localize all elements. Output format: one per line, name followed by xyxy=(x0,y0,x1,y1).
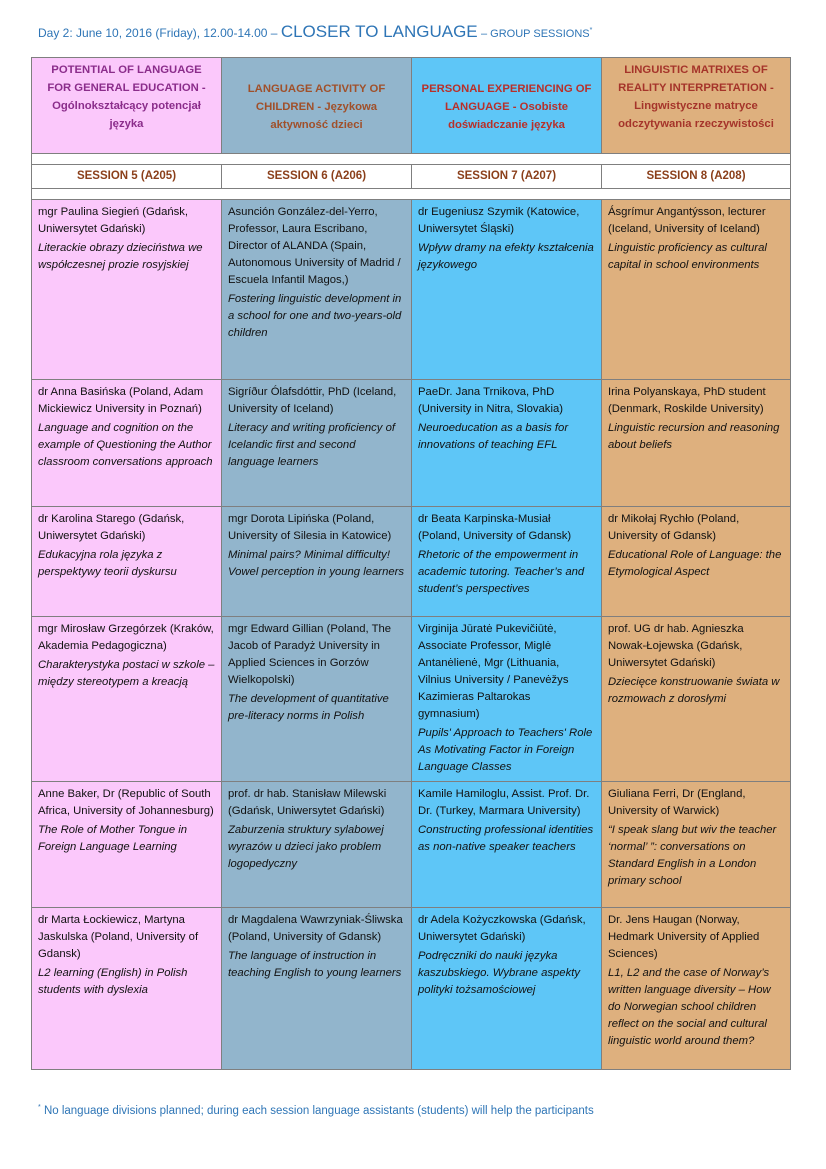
talk-title: “I speak slang but wiv the teacher ‘normal’ ”: conversations on Standard English in a London primary school xyxy=(608,824,777,887)
speaker-name: dr Mikołaj Rychło (Poland, University of Gdansk) xyxy=(608,513,740,542)
table-cell xyxy=(602,782,791,908)
day-text: Day 2: June 10, 2016 (Friday), 12.00-14.00 – xyxy=(38,26,278,40)
table-cell xyxy=(32,380,222,507)
table-cell xyxy=(602,200,791,380)
session-row xyxy=(32,165,791,189)
talk-title: Literackie obrazy dzieciństwa we współczesnej prozie rosyjskiej xyxy=(38,242,203,271)
speaker-name: PaeDr. Jana Trnikova, PhD (University in Nitra, Slovakia) xyxy=(418,386,564,415)
main-title: CLOSER TO LANGUAGE xyxy=(280,22,478,41)
table-row xyxy=(32,782,791,908)
speaker-name: dr Magdalena Wawrzyniak-Śliwska (Poland, University of Gdansk) xyxy=(228,914,403,943)
speaker-name: mgr Edward Gillian (Poland, The Jacob of Paradyż University in Applied Sciences in Gorzów Wielkopolski) xyxy=(228,623,392,686)
talk-title: Constructing professional identities as non-native speaker teachers xyxy=(418,824,594,853)
table-cell xyxy=(412,782,602,908)
table-cell xyxy=(222,617,412,782)
talk-title: Minimal pairs? Minimal difficulty! Vowel perception in young learners xyxy=(228,549,405,578)
table-row xyxy=(32,380,791,507)
table-cell xyxy=(412,380,602,507)
talk-title: The development of quantitative pre-literacy norms in Polish xyxy=(228,693,389,722)
talk-title: Neuroeducation as a basis for innovations of teaching EFL xyxy=(418,422,569,451)
page-title xyxy=(38,22,592,42)
speaker-name: dr Karolina Starego (Gdańsk, Uniwersytet Gdański) xyxy=(38,513,185,542)
speaker-name: Giuliana Ferri, Dr (England, University of Warwick) xyxy=(608,788,746,817)
talk-title: Charakterystyka postaci w szkole – między stereotypem a kreacją xyxy=(38,659,215,688)
speaker-name: Dr. Jens Haugan (Norway, Hedmark University of Applied Sciences) xyxy=(608,914,760,960)
table-cell xyxy=(602,908,791,1070)
talk-title: Literacy and writing proficiency of Icelandic first and second language learners xyxy=(228,422,396,468)
talk-title: Linguistic proficiency as cultural capital in school environments xyxy=(608,242,767,271)
spacer-row xyxy=(32,154,791,165)
talk-title: Dziecięce konstruowanie świata w rozmowach z dorosłymi xyxy=(608,676,780,705)
session-label: SESSION 5 (A205) xyxy=(32,165,222,189)
talk-title: Fostering linguistic development in a school for one and two-years-old children xyxy=(228,293,402,339)
table-cell xyxy=(602,507,791,617)
talk-title: Edukacyjna rola języka z perspektywy teorii dyskursu xyxy=(38,549,177,578)
talk-title: Educational Role of Language: the Etymological Aspect xyxy=(608,549,782,578)
speaker-name: dr Anna Basińska (Poland, Adam Mickiewicz University in Poznań) xyxy=(38,386,204,415)
column-header: LANGUAGE ACTIVITY OF CHILDREN - Językowa aktywność dzieci xyxy=(222,58,412,154)
session-label: SESSION 7 (A207) xyxy=(412,165,602,189)
speaker-name: dr Marta Łockiewicz, Martyna Jaskulska (Poland, University of Gdansk) xyxy=(38,914,199,960)
talk-title: The Role of Mother Tongue in Foreign Language Learning xyxy=(38,824,188,853)
session-label: SESSION 6 (A206) xyxy=(222,165,412,189)
table-cell xyxy=(222,507,412,617)
table-cell xyxy=(222,782,412,908)
table-row xyxy=(32,200,791,380)
speaker-name: prof. UG dr hab. Agnieszka Nowak-Łojewska (Gdańsk, Uniwersytet Gdański) xyxy=(608,623,744,669)
table-cell xyxy=(222,200,412,380)
table-row xyxy=(32,507,791,617)
speaker-name: Asunción González-del-Yerro, Professor, Laura Escribano, Director of ALANDA (Spain, Autonomous University of Madrid / Escuela Infantil Magos,) xyxy=(228,206,401,286)
table-cell xyxy=(412,908,602,1070)
column-header: PERSONAL EXPERIENCING OF LANGUAGE - Osobiste doświadczanie języka xyxy=(412,58,602,154)
table-cell xyxy=(32,908,222,1070)
talk-title: Language and cognition on the example of Questioning the Author classroom conversations approach xyxy=(38,422,213,468)
table-cell xyxy=(412,617,602,782)
title-suffix: – GROUP SESSIONS xyxy=(481,28,590,40)
table-cell xyxy=(412,507,602,617)
session-label: SESSION 8 (A208) xyxy=(602,165,791,189)
table-cell xyxy=(602,380,791,507)
speaker-name: dr Adela Kożyczkowska (Gdańsk, Uniwersytet Gdański) xyxy=(418,914,586,943)
talk-title: Linguistic recursion and reasoning about beliefs xyxy=(608,422,780,451)
table-cell xyxy=(222,908,412,1070)
footnote-text: No language divisions planned; during each session language assistants (students) will help the participants xyxy=(43,1104,594,1117)
sessions-table xyxy=(31,57,791,1070)
speaker-name: dr Beata Karpinska-Musiał (Poland, University of Gdansk) xyxy=(418,513,572,542)
table-cell xyxy=(32,617,222,782)
table-cell xyxy=(32,200,222,380)
column-headers xyxy=(32,58,791,154)
table-cell xyxy=(32,782,222,908)
speaker-name: Anne Baker, Dr (Republic of South Africa, University of Johannesburg) xyxy=(38,788,214,817)
table-cell xyxy=(602,617,791,782)
spacer-row xyxy=(32,189,791,200)
talk-title: Zaburzenia struktury sylabowej wyrazów u dzieci jako problem logopedyczny xyxy=(228,824,384,870)
speaker-name: mgr Paulina Siegień (Gdańsk, Uniwersytet Gdański) xyxy=(38,206,189,235)
table-cell xyxy=(412,200,602,380)
footnote xyxy=(38,1104,594,1117)
speaker-name: mgr Dorota Lipińska (Poland, University of Silesia in Katowice) xyxy=(228,513,392,542)
talk-title: Podręczniki do nauki języka kaszubskiego. Wybrane aspekty polityki tożsamościowej xyxy=(418,950,581,996)
footnote-marker: * xyxy=(38,1104,41,1111)
speaker-name: dr Eugeniusz Szymik (Katowice, Uniwersytet Śląski) xyxy=(418,206,580,235)
speaker-name: prof. dr hab. Stanisław Milewski (Gdańsk, Uniwersytet Gdański) xyxy=(228,788,387,817)
talks-body xyxy=(32,200,791,1070)
speaker-name: Sigríður Ólafsdóttir, PhD (Iceland, University of Iceland) xyxy=(228,386,397,415)
talk-title: L1, L2 and the case of Norway’s written language diversity – How do Norwegian school children reflect on the social and cultural linguistic world around them? xyxy=(608,967,771,1047)
table-row xyxy=(32,908,791,1070)
column-header: POTENTIAL OF LANGUAGE FOR GENERAL EDUCATION - Ogólnokształcący potencjał języka xyxy=(32,58,222,154)
table-cell xyxy=(222,380,412,507)
talk-title: L2 learning (English) in Polish students with dyslexia xyxy=(38,967,188,996)
speaker-name: Ásgrímur Angantýsson, lecturer (Iceland, University of Iceland) xyxy=(608,206,766,235)
talk-title: Wpływ dramy na efekty kształcenia językowego xyxy=(418,242,594,271)
footnote-marker: * xyxy=(589,27,593,34)
speaker-name: Kamile Hamiloglu, Assist. Prof. Dr. Dr. (Turkey, Marmara University) xyxy=(418,788,590,817)
speaker-name: mgr Mirosław Grzegórzek (Kraków, Akademia Pedagogiczna) xyxy=(38,623,214,652)
table-cell xyxy=(32,507,222,617)
talk-title: Rhetoric of the empowerment in academic tutoring. Teacher’s and student’s perspectives xyxy=(418,549,585,595)
table-row xyxy=(32,617,791,782)
speaker-name: Virginija Jūratė Pukevičiūtė, Associate Professor, Miglė Antanėlienė, Mgr (Lithuania, Vilnius University / Panevėžys Kazimieras Paltarokas gymnasium) xyxy=(418,623,569,720)
talk-title: Pupils' Approach to Teachers' Role As Motivating Factor in Foreign Language Classes xyxy=(418,727,593,773)
talk-title: The language of instruction in teaching English to young learners xyxy=(228,950,402,979)
column-header: LINGUISTIC MATRIXES OF REALITY INTERPRETATION - Lingwistyczne matryce odczytywania rzeczywistości xyxy=(602,58,791,154)
speaker-name: Irina Polyanskaya, PhD student (Denmark, Roskilde University) xyxy=(608,386,766,415)
